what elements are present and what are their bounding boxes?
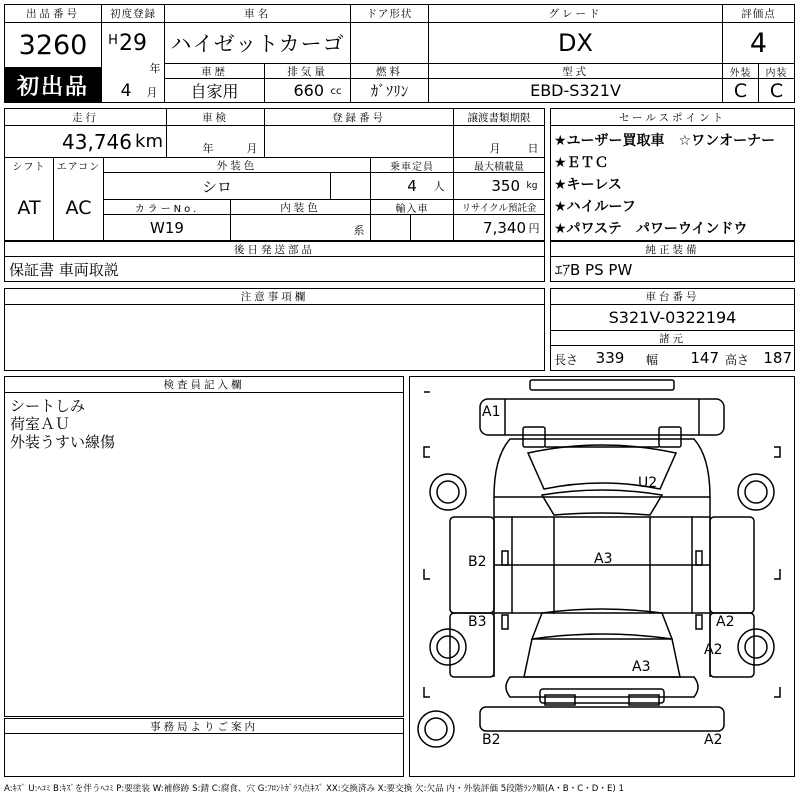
seats: 4 [407, 177, 417, 195]
year-unit: 年 [149, 62, 161, 75]
length-label: 長さ [553, 352, 578, 367]
grade: DX [558, 29, 593, 57]
exterior-color: シロ [201, 177, 232, 196]
sales-point-5: ★パワステ パワーウインドウ [554, 220, 748, 237]
month-unit: 月 [146, 86, 158, 99]
mileage-unit: km [135, 131, 163, 152]
damage-mark: A2 [704, 642, 723, 658]
transfer-deadline-label: 譲渡書類期限 [467, 111, 531, 124]
length: 339 [595, 349, 625, 367]
seats-unit: 人 [433, 180, 445, 193]
interior-grade: C [769, 79, 784, 102]
recycle-fee-unit: 円 [528, 222, 540, 235]
displacement: 660 [293, 81, 324, 100]
displacement-label: 排気量 [287, 65, 328, 78]
ac: AC [65, 196, 92, 219]
ac-label: エアコン [56, 162, 101, 173]
inspector-note-1: シートしみ [10, 397, 86, 415]
interior-color-unit: 系 [353, 224, 365, 237]
score-label: 評価点 [741, 8, 776, 20]
max-load-unit: kg [526, 181, 538, 191]
grade-label: グレード [548, 8, 603, 20]
inspection-month-unit: 月 [246, 142, 258, 155]
inspection-label: 車検 [202, 111, 229, 124]
height-label: 高さ [724, 352, 749, 367]
damage-mark: B2 [468, 554, 487, 570]
chassis-number-label: 車台番号 [645, 291, 700, 303]
mileage: 43,746 [62, 129, 132, 154]
lot-number-label: 出品番号 [26, 8, 80, 20]
exterior-grade-label: 外装 [729, 67, 752, 78]
genuine-equipment: ｴｱB PS PW [555, 260, 633, 279]
damage-mark: U2 [638, 475, 658, 491]
office-notice-label: 事務局よりご案内 [150, 720, 258, 733]
max-load: 350 [491, 177, 520, 195]
vehicle-diagram-svg [410, 377, 794, 776]
damage-mark: A1 [482, 404, 501, 420]
caution-notes [5, 306, 544, 328]
later-parts: 保証書 車両取説 [9, 260, 119, 279]
damage-diagram [409, 376, 795, 777]
seats-label: 乗車定員 [390, 161, 434, 172]
damage-mark: B3 [468, 614, 487, 630]
shift-label: シフト [12, 162, 46, 173]
width: 147 [690, 349, 719, 367]
model-label: 型式 [562, 65, 589, 78]
damage-mark: B2 [482, 732, 501, 748]
fuel-label: 燃料 [376, 65, 403, 78]
first-registration-label: 初度登録 [110, 8, 156, 20]
registration-month: 4 [120, 81, 132, 101]
legend: A:ｷｽﾞ U:ﾍｺﾐ B:ｷｽﾞを伴うﾍｺﾐ P:要塗装 W:補修跡 S:錆 C:腐食、穴 G:ﾌﾛﾝﾄｶﾞﾗｽ点ｷｽﾞ XX:交換済み X:要交換 欠:欠品 内・外装評価 5段階ﾗﾝｸ順(A・B・C・D・E) 1 [4, 784, 624, 794]
registration-number-label: 登録番号 [332, 111, 386, 124]
damage-mark: A3 [594, 551, 613, 567]
displacement-unit: cc [330, 85, 342, 97]
transfer-day-unit: 日 [527, 142, 539, 155]
interior-color-label: 内装色 [280, 201, 321, 214]
inspector-note-3: 外装うすい線傷 [10, 433, 116, 451]
import-car-label: 輸入車 [395, 203, 429, 214]
inspector-note-2: 荷室ＡＵ [10, 415, 71, 433]
sales-points-label: セールスポイント [618, 111, 727, 124]
mileage-label: 走行 [72, 111, 99, 124]
first-listing-badge: 初出品 [5, 68, 101, 102]
chassis-number: S321V-0322194 [608, 308, 737, 327]
recycle-fee-label: リサイクル預託金 [461, 203, 537, 214]
height: 187 [763, 349, 792, 367]
width-label: 幅 [645, 352, 658, 367]
sales-point-1: ★ユーザー買取車 ☆ワンオーナー [554, 132, 776, 149]
sales-point-3: ★キーレス [554, 176, 622, 193]
transfer-month-unit: 月 [489, 142, 501, 155]
score: 4 [749, 27, 768, 59]
office-notice [5, 735, 403, 757]
car-name: ハイゼットカーゴ [170, 32, 345, 56]
car-name-label: 車名 [244, 8, 271, 20]
lot-number: 3260 [18, 29, 88, 61]
later-parts-label: 後日発送部品 [234, 243, 315, 256]
history-label: 車歴 [201, 65, 228, 78]
exterior-grade: C [733, 79, 748, 102]
inspection-year-unit: 年 [202, 142, 214, 155]
caution-label: 注意事項欄 [240, 291, 309, 303]
damage-mark: A2 [704, 732, 723, 748]
door-type-label: ドア形状 [366, 8, 413, 20]
history: 自家用 [190, 82, 239, 101]
color-number: W19 [150, 218, 184, 237]
era: H [108, 32, 118, 48]
specs-label: 諸元 [659, 332, 686, 345]
color-number-label: カラーNo. [134, 203, 200, 214]
sales-point-2: ★ＥＴＣ [554, 154, 609, 171]
damage-mark: A3 [632, 659, 651, 675]
genuine-equipment-label: 純正装備 [645, 243, 700, 256]
sales-point-4: ★ハイルーフ [554, 198, 636, 215]
recycle-fee: 7,340 [483, 218, 526, 237]
shift: AT [17, 196, 41, 219]
model: EBD-S321V [530, 81, 621, 100]
registration-year: 29 [119, 30, 147, 56]
interior-grade-label: 内装 [765, 67, 788, 78]
exterior-color-label: 外装色 [216, 159, 258, 172]
max-load-label: 最大積載量 [474, 161, 524, 172]
door-type [351, 23, 428, 63]
fuel: ｶﾞｿﾘﾝ [370, 82, 409, 100]
inspector-notes-label: 検査員記入欄 [163, 379, 245, 391]
damage-mark: A2 [716, 614, 735, 630]
